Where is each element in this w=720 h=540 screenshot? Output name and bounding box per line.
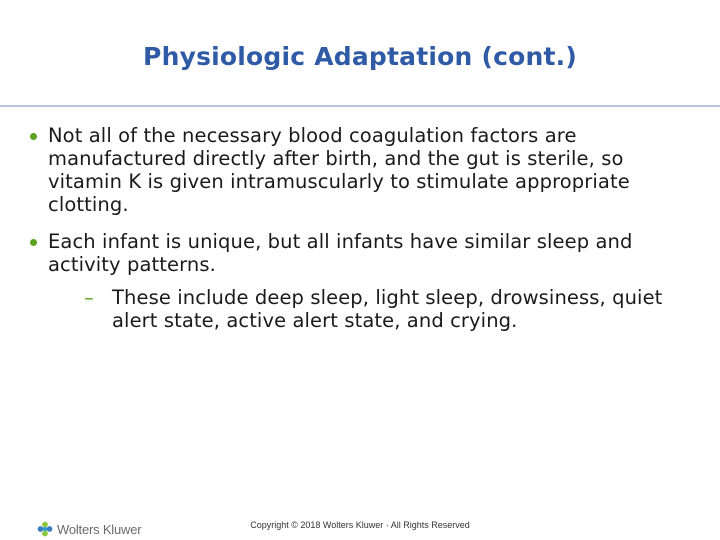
slide-title: Physiologic Adaptation (cont.)	[143, 42, 577, 71]
copyright-text: Copyright © 2018 Wolters Kluwer · All Rights Reserved	[250, 520, 470, 530]
bullet-text: Each infant is unique, but all infants have similar sleep and activity patterns.	[48, 230, 633, 276]
bullet-item	[30, 230, 700, 332]
bullet-dot-icon	[30, 133, 37, 140]
sub-bullet-item	[84, 286, 700, 332]
slide-content	[30, 124, 700, 346]
bullet-text: Not all of the necessary blood coagulation factors are manufactured directly after birth, and the gut is sterile, so vitamin K is given intramuscularly to stimulate appropriate clotting.	[48, 124, 630, 216]
bullet-item	[30, 124, 700, 216]
title-divider	[0, 105, 720, 107]
logo-text: Wolters Kluwer	[57, 521, 142, 537]
sub-bullet-text: These include deep sleep, light sleep, drowsiness, quiet alert state, active alert state, and crying.	[112, 286, 663, 332]
bullet-dot-icon	[30, 239, 37, 246]
dash-icon: –	[84, 286, 94, 309]
